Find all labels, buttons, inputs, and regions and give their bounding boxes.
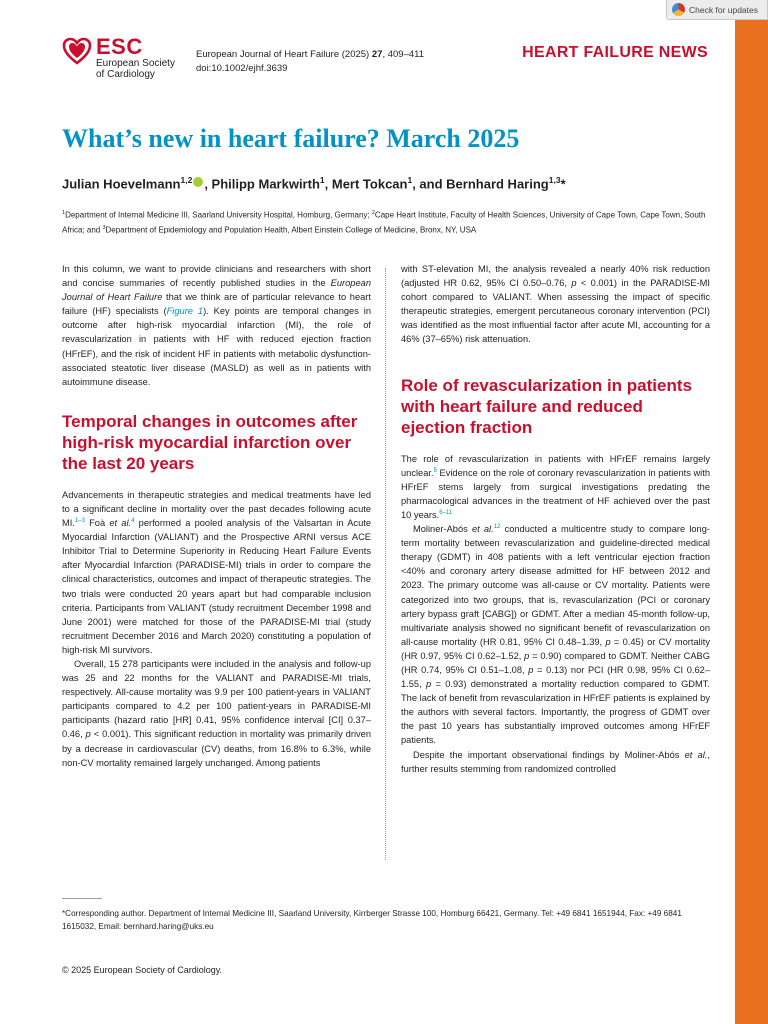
side-color-bar: [735, 0, 768, 1024]
intro-text: ). Key points are temporal changes in outcome after high-risk myocardial infarction (MI), the role of revascularization in patients with HF with reduced ejection fraction (HFrEF), and the risk of incident HF in patients with metabolic dysfunction-associated steatotic liver disease (MASLD) as well as in patients with autoimmune disease.: [62, 306, 372, 387]
body-text: = 0.45) or CV mortality (HR 0.97, 95% CI 0.62–1.52,: [401, 636, 710, 661]
body-paragraph: [401, 748, 710, 776]
right-column: [401, 262, 710, 776]
check-for-updates-label: Check for updates: [689, 4, 758, 15]
copyright-notice: © 2025 European Society of Cardiology.: [62, 965, 223, 975]
logo-name-line-1: European Society: [96, 58, 175, 69]
body-text: = 0.90) compared to GDMT. Neither CABG (HR 0.74, 95% CI 0.51–1.08,: [401, 650, 710, 675]
reference-link[interactable]: 6–11: [439, 509, 453, 516]
et-al: et al.: [109, 518, 132, 529]
orcid-icon[interactable]: [193, 177, 203, 187]
p-value-symbol: p: [571, 278, 577, 289]
author-separator: ,: [324, 176, 332, 192]
journal-citation: [196, 48, 424, 76]
figure-link[interactable]: Figure 1: [166, 306, 204, 317]
p-value-symbol: p: [605, 636, 611, 647]
et-al: et al.: [684, 749, 708, 760]
author-list: [62, 175, 566, 191]
body-text: Foà: [84, 518, 110, 529]
logo-abbreviation: ESC: [96, 34, 143, 59]
body-text: Evidence on the role of coronary revascularization in patients with HFrEF stems largely from surgical investigations predating the pharmacological advances in the treatment of HF achieved over the past 10 years.: [401, 467, 710, 520]
author-name: Mert Tokcan: [331, 176, 408, 192]
body-text: with ST-elevation MI, the analysis revealed a nearly 40% risk reduction (adjusted HR 0.62, 95% CI 0.50–0.76,: [401, 264, 710, 289]
affiliations: [62, 207, 712, 236]
article-title: What’s new in heart failure? March 2025: [62, 124, 520, 153]
author-affiliation: 1: [407, 175, 413, 185]
section-label: HEART FAILURE NEWS: [522, 44, 708, 61]
intro-text: In this column, we want to provide clinicians and researchers with short and concise summaries of recently published studies in the: [62, 264, 371, 289]
author-separator: ,: [204, 176, 212, 192]
reference-link[interactable]: 4: [131, 517, 135, 524]
affiliation-text: Cape Heart Institute, Faculty of Health Sciences, University of Cape Town, Cape Town, South Africa; and: [62, 210, 706, 235]
body-text: The role of revascularization in patients with HFrEF remains largely unclear.: [401, 453, 710, 478]
body-paragraph: [62, 488, 371, 657]
crossmark-icon: [672, 3, 685, 16]
corresponding-author-mark: *: [560, 176, 566, 192]
author-affiliation: 1: [319, 175, 325, 185]
p-value-symbol: p: [85, 729, 91, 740]
body-paragraph: [401, 452, 710, 522]
body-text: conducted a multicentre study to compare long-term mortality between revascularization and guideline-directed medical therapy (GDMT) in 408 patients with a left ventricular ejection fraction <40% and coronary artery disease admitted for HF between 2012 and 2023. The primary outcome was all-cause or CV mortality. Patients were categorized into two groups, that is, revascularization (PCI or coronary artery bypass graft [CABG]) or GDMT. After a median 45-month follow-up, multivariate analysis showed no significant benefit of revascularization on all-cause mortality (HR 0.81, 95% CI 0.48–1.39,: [401, 524, 710, 647]
body-text: Advancements in therapeutic strategies and medical treatments have led to a significant decline in mortality over the past decades following acute MI.: [62, 489, 371, 529]
p-value-symbol: p: [426, 679, 432, 690]
corresponding-author-footnote: *Corresponding author. Department of Internal Medicine III, Saarland University, Kirrberger Strasse 100, Homburg 66421, Germany. Tel: +49 6841 1651944, Fax: +49 6841 1615032, Email: bernhard.haring@uks.eu: [62, 909, 682, 931]
body-text: Moliner-Abós: [413, 524, 472, 535]
left-column: [62, 262, 371, 770]
reference-link[interactable]: 5: [433, 467, 437, 474]
logo-name-line-2: of Cardiology: [96, 69, 155, 80]
author-name: Bernhard Haring: [446, 176, 549, 192]
citation-volume: 27: [371, 49, 383, 60]
author-name: Julian Hoevelmann: [62, 176, 181, 192]
column-divider: [385, 268, 386, 860]
heart-icon: [62, 36, 92, 66]
p-value-symbol: p: [524, 650, 530, 661]
citation-line: [196, 48, 424, 62]
author-name: Philipp Markwirth: [211, 176, 320, 192]
affiliation-number: 3: [102, 224, 106, 231]
body-text: = 0.13) nor PCI (HR 0.98, 95% CI 0.62–1.55,: [401, 664, 711, 690]
author-affiliation: 1,3: [548, 175, 561, 185]
intro-text: that we think are of particular relevance to heart failure (HF) specialists (: [62, 292, 371, 317]
esc-logo: [62, 36, 175, 80]
intro-paragraph: [62, 262, 371, 389]
body-text: Despite the important observational findings by Moliner-Abós: [413, 749, 685, 760]
body-text: < 0.001). This significant reduction in mortality was primarily driven by a decrease in cardiovascular (CV) deaths, from 16.8% to 6.3%, while non-CV mortality remained largely unchanged. Among patients: [62, 729, 372, 768]
body-text: = 0.93) demonstrated a mortality reduction compared to GDMT. The lack of benefit from revascularization in HFrEF patients is explained by the authors with several factors. Importantly, the progress of GDMT over the past 10 years has substantially improved outcomes among HFrEF patients.: [401, 679, 710, 746]
affiliation-number: 1: [62, 210, 66, 216]
body-text: < 0.001) in the PARADISE-MI cohort compared to VALIANT. When assessing the impact of specific therapeutic strategies, emergent percutaneous coronary intervention (PCI) was identified as the most influential factor after acute MI, accounting for a 46% (37–65%) risk attenuation.: [401, 278, 710, 345]
body-text: performed a pooled analysis of the Valsartan in Acute Myocardial Infarction (VALIANT) and the Prospective ARNI versus ACE Inhibitor Trial to Determine Superiority in Reducing Heart Failure Events after Myocardial Infarction (PARADISE-MI) trials in order to compare the clinical characteristics, outcomes and impact of therapeutic strategies. The two trials were conducted 20 years apart but had comparable inclusion criteria. Participants from VALIANT (study recruitment December 1998 and June 2001) were matched for those of the PARADISE-MI trial (study recruitment December 2016 and March 2020) constituting a population of high-risk MI survivors.: [62, 518, 371, 655]
p-value-symbol: p: [528, 664, 534, 675]
journal-name: European Journal of Heart Failure: [62, 278, 371, 303]
citation-pages: , 409–411: [382, 49, 424, 60]
doi-link[interactable]: doi:10.1002/ejhf.3639: [196, 63, 288, 74]
affiliation-text: Department of Epidemiology and Population Health, Albert Einstein College of Medicine, Bronx, NY, USA: [105, 225, 477, 235]
footnote-divider: [62, 898, 102, 899]
reference-link[interactable]: 12: [493, 523, 501, 530]
body-text: Overall, 15 278 participants were included in the analysis and follow-up was 25 and 22 months for the VALIANT and PARADISE-MI trials, respectively. All-cause mortality was 9.9 per 100 patient-years in VALIANT participants compared to 4.2 per 100 patient-years in PARADISE-MI participants (hazard ratio [HR] 0.41, 95% confidence interval [CI] 0.37–0.46,: [62, 658, 371, 740]
body-paragraph: [401, 522, 710, 748]
body-text: , further results stemming from randomized controlled: [401, 749, 711, 774]
body-paragraph: [401, 262, 710, 347]
author-separator: , and: [412, 176, 447, 192]
section-heading-revascularization: Role of revascularization in patients with heart failure and reduced ejection fraction: [401, 375, 692, 437]
affiliation-number: 2: [371, 210, 375, 216]
check-for-updates-button[interactable]: [666, 0, 768, 20]
author-affiliation: 1,2: [180, 175, 193, 185]
reference-link[interactable]: 1–3: [74, 517, 85, 524]
et-al: et al.: [471, 524, 494, 535]
section-heading-temporal-changes: Temporal changes in outcomes after high-risk myocardial infarction over the last 20 years: [62, 411, 358, 473]
affiliation-text: Department of Internal Medicine III, Saarland University Hospital, Homburg, Germany;: [65, 210, 372, 220]
citation-journal: European Journal of Heart Failure (2025): [196, 49, 372, 60]
body-paragraph: [62, 657, 371, 770]
